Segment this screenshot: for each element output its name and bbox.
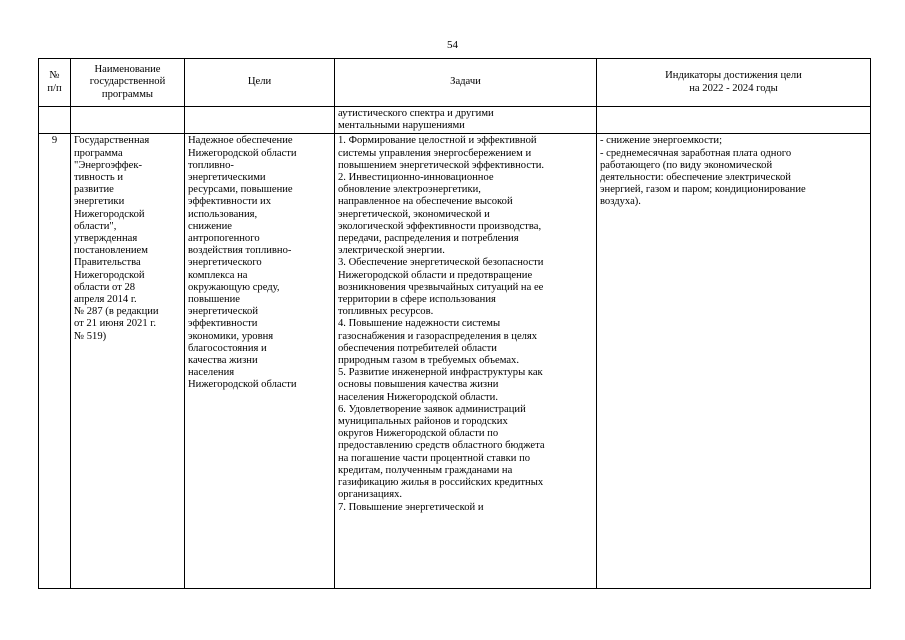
text-line: комплекса на: [188, 269, 248, 281]
text-line: работающего (по виду экономической: [600, 159, 773, 171]
text-line: Нижегородской: [74, 269, 145, 281]
header-indicators: [597, 59, 871, 107]
text-line: 6. Удовлетворение заявок администраций: [338, 403, 526, 415]
text-line: от 21 июня 2021 г.: [74, 318, 157, 330]
text-line: передачи, распределения и потребления: [338, 233, 519, 245]
text-line: аутистического спектра и другими: [338, 108, 494, 119]
text-line: тивность и: [74, 172, 124, 184]
text-line: 2. Инвестиционно-инновационное: [338, 172, 494, 184]
table-header-row: [39, 59, 871, 107]
text-line: Надежное обеспечение: [188, 135, 293, 147]
text-line: на погашение части процентной ставки по: [338, 452, 531, 464]
text-line: 5. Развитие инженерной инфраструктуры как: [338, 367, 543, 379]
text-line: 1. Формирование целостной и эффективной: [338, 135, 537, 147]
text-line: природным газом в требуемых объемах.: [338, 355, 519, 367]
text-line: экологической эффективности производства,: [338, 220, 542, 232]
text-line: энергетической: [188, 306, 258, 318]
text-line: Задачи: [450, 76, 481, 88]
text-line: Нижегородской: [74, 208, 145, 220]
table-row: [39, 134, 871, 589]
text-line: предоставлению средств областного бюджета: [338, 440, 545, 452]
text-line: Индикаторы достижения цели: [665, 70, 802, 82]
text-line: Наименование: [94, 64, 161, 76]
text-line: антропогенного: [188, 233, 260, 245]
text-line: государственной: [89, 76, 166, 88]
text-line: развитие: [74, 184, 114, 196]
cell-indicators: [597, 134, 871, 589]
header-num: [39, 59, 71, 107]
text-line: кредитам, полученным гражданами на: [338, 464, 513, 476]
text-line: населения: [188, 367, 235, 379]
table-row-continuation: [39, 107, 871, 134]
text-line: №: [49, 70, 60, 82]
text-line: электрической энергии.: [338, 245, 445, 257]
text-line: на 2022 - 2024 годы: [689, 82, 778, 94]
text-line: направленное на обеспечение высокой: [338, 196, 513, 208]
text-line: возникновения чрезвычайных ситуаций на ее: [338, 281, 544, 293]
text-line: апреля 2014 г.: [74, 294, 137, 306]
text-line: энергетического: [188, 257, 262, 269]
text-line: "Энергоэффек-: [74, 159, 143, 171]
text-line: населения Нижегородской области.: [338, 391, 498, 403]
text-line: качества жизни: [188, 355, 258, 367]
text-line: программа: [74, 147, 123, 159]
text-line: снижение: [188, 220, 232, 232]
text-line: п/п: [47, 82, 62, 94]
text-line: 3. Обеспечение энергетической безопасности: [338, 257, 544, 269]
text-line: воздуха).: [600, 196, 641, 208]
text-line: энергетической, экономической и: [338, 208, 490, 220]
cell-tasks: [335, 134, 597, 589]
text-line: территории в сфере использования: [338, 294, 496, 306]
text-line: Цели: [247, 76, 272, 88]
text-line: Нижегородской области: [188, 379, 297, 391]
text-line: энергетики: [74, 196, 125, 208]
text-line: эффективности: [188, 318, 258, 330]
text-line: повышение: [188, 294, 240, 306]
text-line: системы управления энергосбережением и: [338, 147, 532, 159]
page-number: 54: [447, 39, 458, 51]
header-program: [71, 59, 185, 107]
text-line: округов Нижегородской области по: [338, 428, 499, 440]
text-line: Правительства: [74, 257, 141, 269]
cell-goals: [185, 134, 335, 589]
text-line: Нижегородской области и предотвращение: [338, 269, 533, 281]
text-line: деятельности: обеспечение электрической: [600, 172, 791, 184]
text-line: основы повышения качества жизни: [338, 379, 499, 391]
text-line: 7. Повышение энергетической и: [338, 501, 484, 513]
text-line: экономики, уровня: [188, 330, 274, 342]
text-line: муниципальных районов и городских: [338, 416, 508, 428]
text-line: энергией, газом и паром; кондиционирование: [600, 184, 806, 196]
text-line: - среднемесячная заработная плата одного: [600, 147, 792, 159]
cell-goals: [185, 107, 335, 134]
text-line: области от 28: [74, 281, 136, 293]
text-line: постановлением: [74, 245, 148, 257]
text-line: обеспечения потребителей области: [338, 342, 497, 354]
text-line: Нижегородской области: [188, 147, 297, 159]
text-line: топливных ресурсов.: [338, 306, 434, 318]
text-line: топливно-: [188, 159, 234, 171]
text-line: газоснабжения и газораспределения в целях: [338, 330, 538, 342]
cell-num: 9: [39, 134, 71, 589]
text-line: - снижение энергоемкости;: [600, 135, 723, 147]
text-line: использования,: [188, 208, 258, 220]
text-line: 4. Повышение надежности системы: [338, 318, 501, 330]
text-line: утвержденная: [74, 233, 138, 245]
text-line: воздействия топливно-: [188, 245, 292, 257]
text-line: газификацию жилья в российских кредитных: [338, 477, 544, 489]
cell-num: [39, 107, 71, 134]
text-line: энергетическими: [188, 172, 266, 184]
text-line: № 519): [74, 330, 107, 342]
cell-program: [71, 107, 185, 134]
header-tasks: [335, 59, 597, 107]
cell-tasks: [335, 107, 597, 134]
text-line: эффективности их: [188, 196, 272, 208]
text-line: № 287 (в редакции: [74, 306, 159, 318]
text-line: повышением энергетической эффективности.: [338, 159, 545, 171]
text-line: ресурсами, повышение: [188, 184, 293, 196]
cell-program: [71, 134, 185, 589]
text-line: области",: [74, 220, 117, 232]
text-line: благосостояния и: [188, 342, 267, 354]
text-line: ментальными нарушениями: [338, 120, 465, 132]
text-line: Государственная: [74, 135, 150, 147]
header-goals: [185, 59, 335, 107]
text-line: окружающую среду,: [188, 281, 280, 293]
text-line: программы: [101, 88, 154, 100]
cell-indicators: [597, 107, 871, 134]
text-line: обновление электроэнергетики,: [338, 184, 481, 196]
text-line: организациях.: [338, 489, 403, 501]
programs-table: [38, 58, 871, 589]
